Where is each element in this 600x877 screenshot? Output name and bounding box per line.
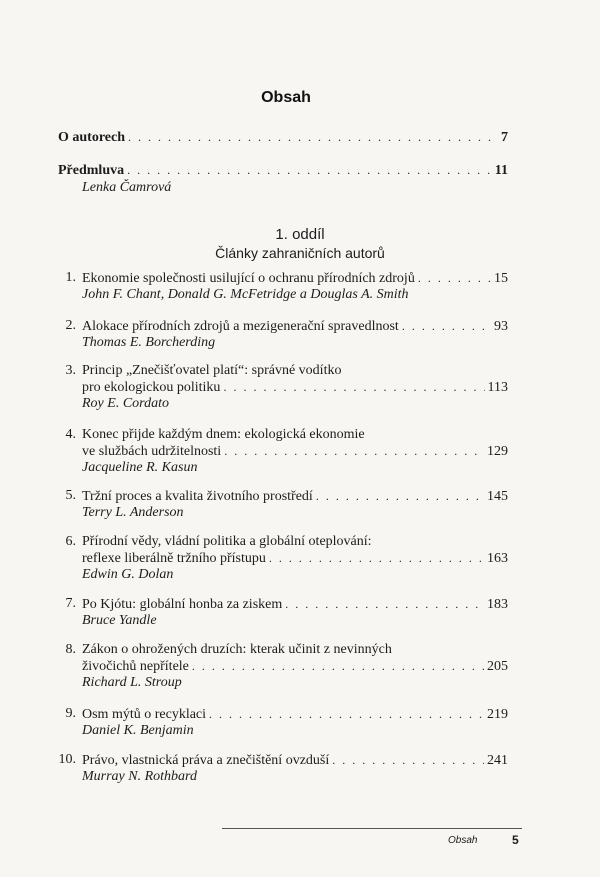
page-title: Obsah: [261, 89, 311, 106]
entry-author: Murray N. Rothbard: [82, 769, 197, 784]
entry-number: 9.: [65, 706, 76, 721]
entry-page: 15: [494, 271, 508, 286]
entry-author: Roy E. Cordato: [82, 396, 169, 411]
entry-page: 183: [487, 597, 508, 612]
toc-front-item-authors[interactable]: [58, 129, 508, 146]
entry-page: 163: [487, 551, 508, 566]
entry-title-line: Přírodní vědy, vládní politika a globální oteplování:: [82, 534, 372, 549]
front-item-title: Předmluva: [58, 163, 125, 178]
running-footer-label: Obsah: [448, 835, 478, 846]
entry-author: Edwin G. Dolan: [82, 567, 174, 582]
entry-number: 2.: [65, 318, 76, 333]
entry-title: Právo, vlastnická práva a znečištění ovzduší: [82, 753, 330, 768]
entry-page: 93: [494, 319, 508, 334]
toc-entry[interactable]: [58, 427, 508, 476]
front-item-page: 7: [501, 130, 508, 145]
dot-leader: [209, 706, 484, 722]
entry-title-line: pro ekologickou politiku: [82, 380, 221, 395]
entry-number: 6.: [65, 534, 76, 549]
toc-front-item-preface[interactable]: [58, 162, 508, 196]
dot-leader: [128, 129, 498, 146]
toc-entry[interactable]: [58, 596, 508, 629]
entry-title-line: Princip „Znečišťovatel platí“: správné vodítko: [82, 363, 342, 378]
toc-entry[interactable]: [58, 642, 508, 691]
entry-author: Jacqueline R. Kasun: [82, 460, 198, 475]
entry-page: 205: [487, 659, 508, 674]
entry-title: Osm mýtů o recyklaci: [82, 707, 207, 722]
entry-title-line: Konec přijde každým dnem: ekologická ekonomie: [82, 427, 365, 442]
section-number: 1. oddíl: [275, 226, 325, 243]
entry-title: Ekonomie společnosti usilující o ochranu přírodních zdrojů: [82, 271, 415, 286]
entry-author: Daniel K. Benjamin: [82, 723, 194, 738]
dot-leader: [285, 596, 484, 612]
entry-author: Thomas E. Borcherding: [82, 335, 216, 350]
toc-entry[interactable]: [58, 270, 508, 303]
section-heading: [0, 226, 600, 262]
entry-number: 1.: [65, 270, 76, 285]
entry-title-line: Zákon o ohrožených druzích: kterak učinit z nevinných: [82, 642, 392, 657]
entry-number: 3.: [65, 363, 76, 378]
entry-author: Richard L. Stroup: [82, 675, 182, 690]
footer-rule: [222, 828, 522, 829]
entry-title-line: živočichů nepřítele: [82, 659, 189, 674]
entry-title-line: ve službách udržitelnosti: [82, 444, 222, 459]
section-title: Články zahraničních autorů: [215, 245, 385, 261]
entry-author: Terry L. Anderson: [82, 505, 184, 520]
dot-leader: [418, 270, 491, 286]
toc-entry[interactable]: [58, 318, 508, 351]
entry-page: 113: [487, 380, 508, 395]
dot-leader: [223, 379, 484, 395]
dot-leader: [402, 318, 491, 334]
entry-title: Tržní proces a kvalita životního prostředí: [82, 489, 313, 504]
entry-title: Po Kjótu: globální honba za ziskem: [82, 597, 283, 612]
entry-number: 10.: [58, 752, 76, 767]
entry-number: 4.: [65, 427, 76, 442]
entry-page: 241: [487, 753, 508, 768]
entry-title-line: reflexe liberálně tržního přístupu: [82, 551, 266, 566]
toc-entry[interactable]: [58, 706, 508, 739]
dot-leader: [316, 488, 484, 504]
entry-page: 219: [487, 707, 508, 722]
page-number: 5: [512, 833, 519, 847]
dot-leader: [192, 658, 484, 674]
entry-number: 5.: [65, 488, 76, 503]
entry-page: 129: [487, 444, 508, 459]
toc-entry[interactable]: [58, 534, 508, 583]
toc-entry[interactable]: [58, 488, 508, 521]
entry-author: John F. Chant, Donald G. McFetridge a Douglas A. Smith: [82, 287, 409, 302]
dot-leader: [332, 752, 484, 768]
entry-author: Bruce Yandle: [82, 613, 157, 628]
toc-entry[interactable]: [58, 363, 508, 412]
front-item-page: 11: [494, 163, 508, 178]
toc-entry[interactable]: [58, 752, 508, 785]
dot-leader: [269, 550, 484, 566]
entry-number: 8.: [65, 642, 76, 657]
entry-title: Alokace přírodních zdrojů a mezigenerační spravedlnost: [82, 319, 399, 334]
entry-number: 7.: [65, 596, 76, 611]
entry-page: 145: [487, 489, 508, 504]
dot-leader: [224, 443, 484, 459]
front-item-author: Lenka Čamrová: [82, 180, 172, 195]
dot-leader: [127, 162, 492, 179]
front-item-title: O autorech: [58, 130, 126, 145]
